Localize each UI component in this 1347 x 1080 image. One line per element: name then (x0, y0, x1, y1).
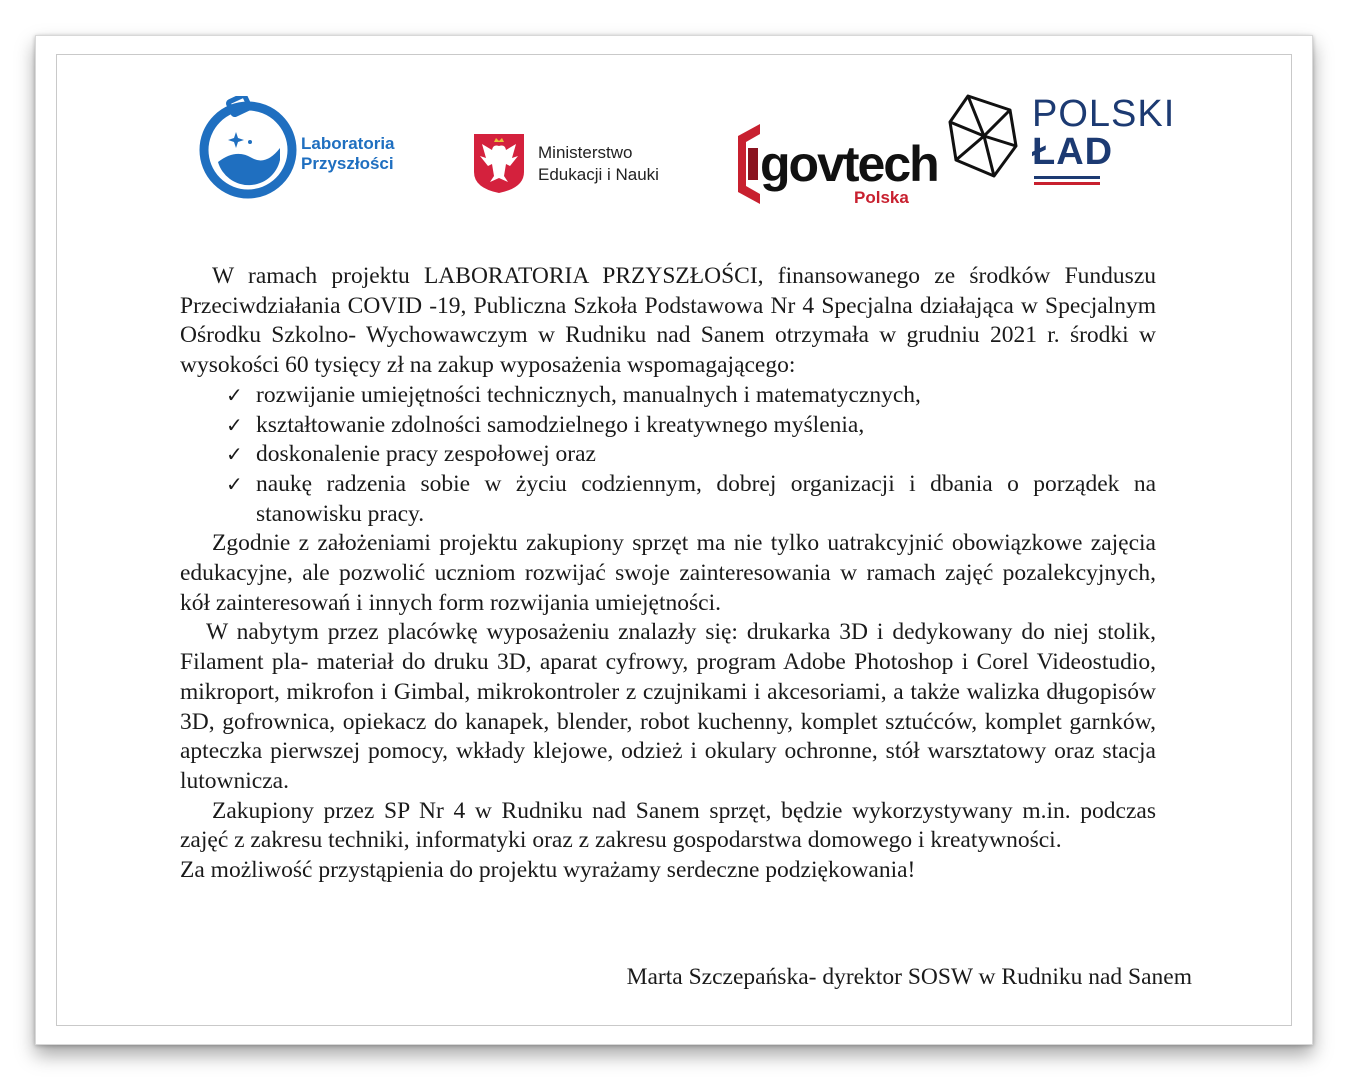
goal-item: ✓ doskonalenie pracy zespołowej oraz (226, 440, 1156, 470)
polski-lad-line1: POLSKI (1032, 93, 1176, 135)
equipment-paragraph: W nabytym przez placówkę wyposażeniu znalazły się: drukarka 3D i dedykowany do niej stolik, Filament pla- materiał do druku 3D, aparat cyfrowy, program Adobe Photoshop i Corel Videostudio, mikroport, mikrofon i Gimbal, mikrokontroler z czujnikami i akcesoriami, a także walizka długopisów 3D, gofrownica, opiekacz do kanapek, blender, robot kuchenny, komplet sztućców, komplet garnków, apteczka pierwszej pomocy, wkłady klejowe, odzież i okulary ochronne, stół warsztatowy oraz stacja lutownicza. (180, 619, 1156, 794)
eagle-emblem-icon (472, 132, 526, 194)
polski-lad-blue-bar (1034, 176, 1100, 179)
govtech-logo (734, 122, 938, 211)
intro-paragraph: W ramach projektu LABORATORIA PRZYSZŁOŚCI, finansowanego ze środków Funduszu Przeciwdziałania COVID -19, Publiczna Szkoła Podstawowa Nr 4 Specjalna działająca w Specjalnym Ośrodku Szkolno- Wychowawczym w Rudniku nad Sanem otrzymała w grudniu 2021 r. środki w wysokości 60 tysięcy zł na zakup wyposażenia wspomagającego: (180, 263, 1156, 379)
letter-body (180, 262, 1156, 886)
govtech-wordmark: govtech (760, 136, 938, 192)
document-frame (35, 35, 1313, 1045)
flask-icon (196, 96, 300, 200)
men-logo-line1: Ministerstwo (538, 143, 633, 162)
govtech-subtitle: Polska (854, 188, 909, 207)
goals-list (180, 381, 1156, 530)
goal-item: ✓ rozwijanie umiejętności technicznych, manualnych i matematycznych, (226, 381, 1156, 411)
polski-lad-red-bar (1034, 182, 1100, 185)
signature: Marta Szczepańska- dyrektor SOSW w Rudniku nad Sanem (626, 964, 1192, 990)
goal-item: ✓ kształtowanie zdolności samodzielnego i kreatywnego myślenia, (226, 411, 1156, 441)
polski-lad-logo (948, 92, 1176, 187)
men-logo-line2: Edukacji i Nauki (538, 165, 659, 184)
laboratoria-przyszlosci-logo (196, 96, 395, 205)
thanks-paragraph: Za możliwość przystąpienia do projektu wyrażamy serdeczne podziękowania! (180, 857, 916, 884)
lab-logo-line2: Przyszłości (301, 154, 394, 173)
ministerstwo-logo (472, 132, 659, 199)
polski-lad-emblem-icon (948, 92, 1020, 182)
goal-item: ✓ naukę radzenia sobie w życiu codziennym, dobrej organizacji i dbania o porządek na stanowisku pracy. (226, 470, 1156, 529)
polski-lad-line2: ŁAD (1032, 131, 1114, 173)
lab-logo-line1: Laboratoria (301, 134, 395, 153)
usage-paragraph: Zakupiony przez SP Nr 4 w Rudniku nad Sanem sprzęt, będzie wykorzystywany m.in. podczas zajęć z zakresu techniki, informatyki oraz z zakresu gospodarstwa domowego i kreatywności. (180, 797, 1156, 854)
goals-paragraph: Zgodnie z założeniami projektu zakupiony sprzęt ma nie tylko uatrakcyjnić obowiązkowe zajęcia edukacyjne, ale pozwolić uczniom rozwijać swoje zainteresowania w ramach zajęć pozalekcyjnych, kół zainteresowań i innych form rozwijania umiejętności. (180, 530, 1156, 616)
